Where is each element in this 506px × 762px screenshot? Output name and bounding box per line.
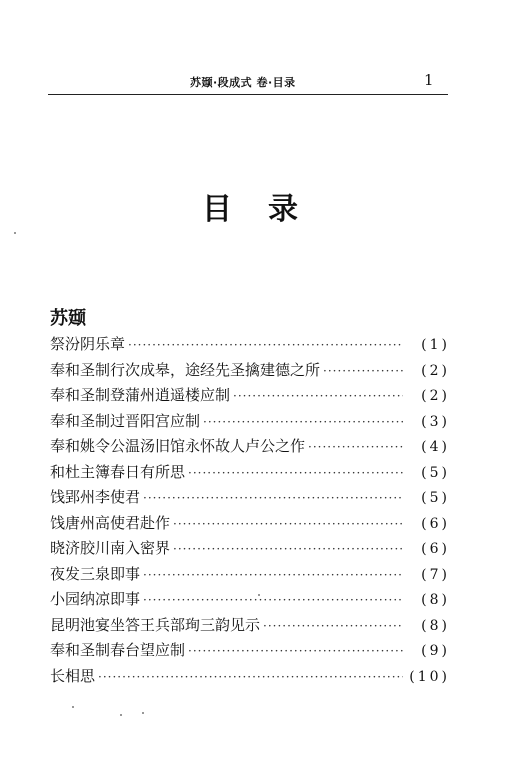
header-rule xyxy=(48,94,448,95)
toc-entry xyxy=(50,383,450,409)
toc-entry-page: (6) xyxy=(421,541,450,557)
scan-speck xyxy=(258,594,260,596)
scan-speck xyxy=(72,706,74,708)
toc-entry-title: 小园纳凉即事 xyxy=(50,590,141,608)
toc-entry xyxy=(50,332,450,358)
toc-entry xyxy=(50,358,450,384)
section-author-label: 苏颋 xyxy=(50,308,86,329)
dot-leader xyxy=(143,563,403,589)
toc-entry-page: (7) xyxy=(421,566,450,583)
toc-entry-page: (6) xyxy=(421,515,450,532)
scan-speck xyxy=(142,712,144,714)
dot-leader xyxy=(143,486,403,512)
toc-entry xyxy=(50,485,450,511)
toc-entry xyxy=(50,613,450,639)
toc-entry xyxy=(50,562,450,588)
toc-entry xyxy=(50,460,450,486)
toc-entry-title: 祭汾阴乐章 xyxy=(50,335,126,353)
dot-leader xyxy=(308,435,403,461)
toc-entry-page: (2) xyxy=(421,362,450,379)
dot-leader xyxy=(173,512,403,538)
dot-leader xyxy=(188,461,403,487)
toc-entry-title: 夜发三泉即事 xyxy=(50,564,141,583)
running-head xyxy=(0,72,506,90)
toc-entry-page: (8) xyxy=(421,617,450,634)
toc-entry-page: (4) xyxy=(421,439,450,455)
toc-entry-title: 奉和圣制行次成皋，途经先圣擒建德之所 xyxy=(50,360,321,379)
toc-entry-page: (8) xyxy=(421,592,450,608)
toc-entry-page: (9) xyxy=(421,643,450,659)
dot-leader xyxy=(188,639,403,665)
toc-entry-title: 晓济胶川南入密界 xyxy=(50,539,171,557)
dot-leader xyxy=(98,665,403,691)
toc-entry-title: 长相思 xyxy=(50,666,96,685)
toc-entry xyxy=(50,664,450,690)
dot-leader xyxy=(143,588,403,614)
dot-leader xyxy=(203,410,403,436)
toc-entry-title: 奉和圣制过晋阳宫应制 xyxy=(50,411,201,430)
scan-speck xyxy=(14,232,16,234)
toc-entry-title: 和杜主簿春日有所思 xyxy=(50,462,186,481)
dot-leader xyxy=(128,333,403,359)
dot-leader xyxy=(263,614,403,640)
toc-entry-title: 奉和圣制登蒲州逍遥楼应制 xyxy=(50,386,231,404)
toc-entry-page: (2) xyxy=(421,388,450,404)
toc-entry xyxy=(50,409,450,435)
toc-list xyxy=(50,332,450,689)
toc-entry xyxy=(50,511,450,537)
dot-leader xyxy=(323,359,403,385)
toc-entry-page: (5) xyxy=(421,464,450,481)
toc-entry xyxy=(50,434,450,460)
page-number: 1 xyxy=(424,71,434,89)
toc-entry-page: (3) xyxy=(421,413,450,430)
toc-entry-title: 昆明池宴坐答王兵部珣三韵见示 xyxy=(50,615,261,634)
toc-entry-page: (5) xyxy=(421,490,450,506)
scan-speck xyxy=(120,714,122,716)
toc-entry xyxy=(50,536,450,562)
toc-entry-page: (1) xyxy=(421,337,450,353)
toc-entry-title: 奉和圣制春台望应制 xyxy=(50,641,186,659)
toc-entry-title: 饯唐州高使君赴作 xyxy=(50,513,171,532)
dot-leader xyxy=(173,537,403,563)
toc-entry-page: (10) xyxy=(409,668,450,685)
toc-heading: 目录 xyxy=(202,192,334,227)
running-head-title: 苏颋·段成式 卷·目录 xyxy=(190,76,296,89)
dot-leader xyxy=(233,384,403,410)
toc-entry-title: 饯郢州李使君 xyxy=(50,488,141,506)
toc-entry-title: 奉和姚令公温汤旧馆永怀故人卢公之作 xyxy=(50,437,306,455)
toc-entry xyxy=(50,638,450,664)
toc-entry xyxy=(50,587,450,613)
